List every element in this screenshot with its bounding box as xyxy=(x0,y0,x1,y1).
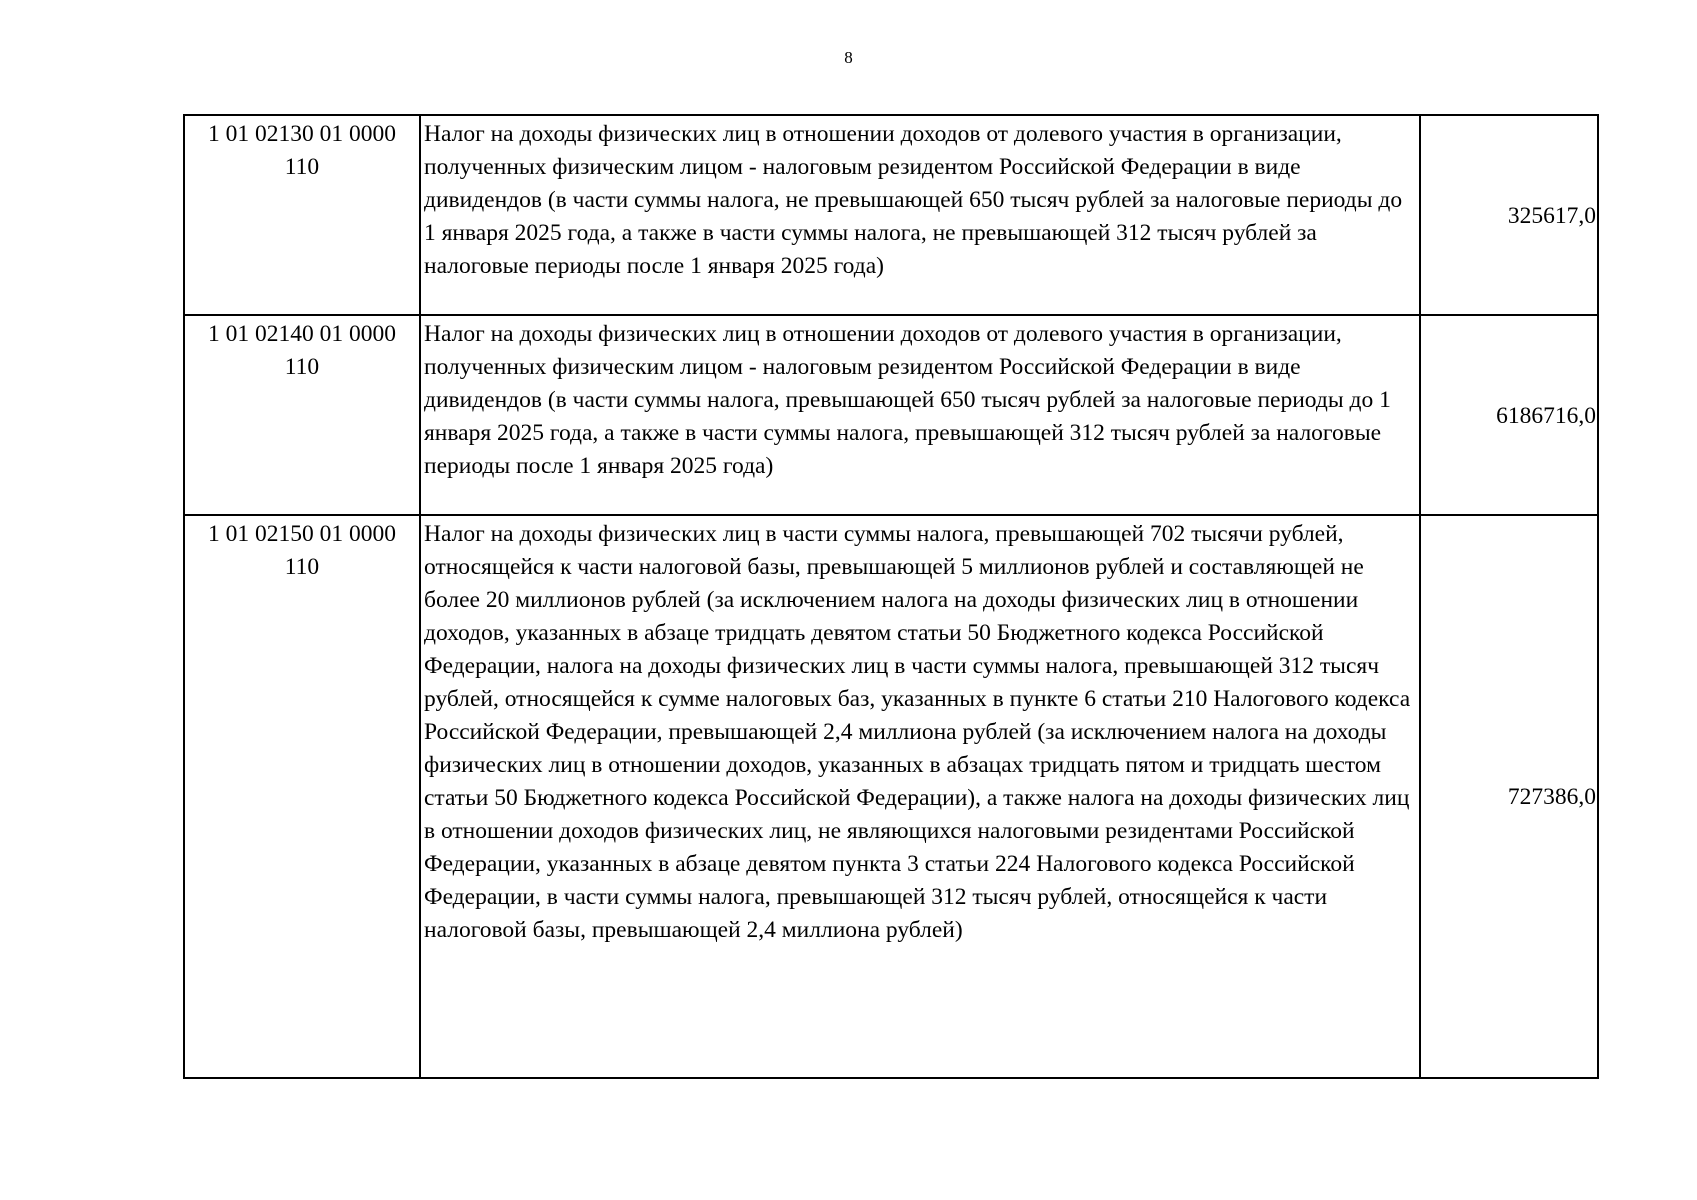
revenue-description-cell: Налог на доходы физических лиц в отношении доходов от долевого участия в организации, полученных физическим лицом - налоговым резидентом Российской Федерации в виде дивидендов (в части суммы налога, превышающей 650 тысяч рублей за налоговые периоды до 1 января 2025 года, а также в части суммы налога, превышающей 312 тысяч рублей за налоговые периоды после 1 января 2025 года) xyxy=(420,315,1420,515)
revenue-amount-cell: 325617,0 xyxy=(1420,115,1598,315)
page-number: 8 xyxy=(844,48,853,67)
revenue-description-cell: Налог на доходы физических лиц в отношении доходов от долевого участия в организации, полученных физическим лицом - налоговым резидентом Российской Федерации в виде дивидендов (в части суммы налога, не превышающей 650 тысяч рублей за налоговые периоды до 1 января 2025 года, а также в части суммы налога, не превышающей 312 тысяч рублей за налоговые периоды после 1 января 2025 года) xyxy=(420,115,1420,315)
revenue-amount-cell: 727386,0 xyxy=(1420,515,1598,1078)
budget-revenue-table xyxy=(183,114,1599,1079)
table-row xyxy=(184,515,1598,1078)
table-row xyxy=(184,115,1598,315)
revenue-code-cell: 1 01 02130 01 0000 110 xyxy=(184,115,420,315)
revenue-code-cell: 1 01 02150 01 0000 110 xyxy=(184,515,420,1078)
table-row xyxy=(184,315,1598,515)
revenue-code-cell: 1 01 02140 01 0000 110 xyxy=(184,315,420,515)
revenue-description-cell: Налог на доходы физических лиц в части суммы налога, превышающей 702 тысячи рублей, относящейся к части налоговой базы, превышающей 5 миллионов рублей и составляющей не более 20 миллионов рублей (за исключением налога на доходы физических лиц в отношении доходов, указанных в абзаце тридцать девятом статьи 50 Бюджетного кодекса Российской Федерации, налога на доходы физических лиц в части суммы налога, превышающей 312 тысяч рублей, относящейся к сумме налоговых баз, указанных в пункте 6 статьи 210 Налогового кодекса Российской Федерации, превышающей 2,4 миллиона рублей (за исключением налога на доходы физических лиц в отношении доходов, указанных в абзацах тридцать пятом и тридцать шестом статьи 50 Бюджетного кодекса Российской Федерации), а также налога на доходы физических лиц в отношении доходов физических лиц, не являющихся налоговыми резидентами Российской Федерации, указанных в абзаце девятом пункта 3 статьи 224 Налогового кодекса Российской Федерации, в части суммы налога, превышающей 312 тысяч рублей, относящейся к части налоговой базы, превышающей 2,4 миллиона рублей) xyxy=(420,515,1420,1078)
revenue-amount-cell: 6186716,0 xyxy=(1420,315,1598,515)
